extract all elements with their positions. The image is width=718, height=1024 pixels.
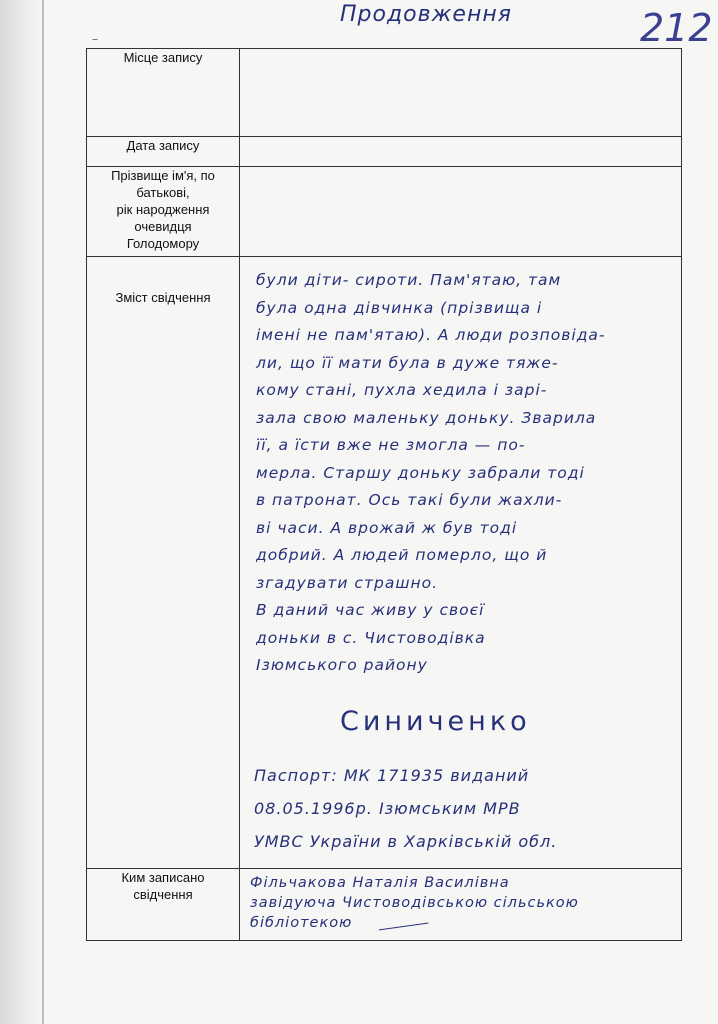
recorder-line: Фільчакова Наталія Василівна (250, 875, 510, 891)
testimony-line: В даний час живу у своєї (256, 601, 485, 619)
witness-label-line: очевидця (134, 219, 192, 234)
row-place (87, 49, 682, 137)
passport-line: УМВС України в Харківській обл. (254, 831, 558, 851)
testimony-line: кому стані, пухла хедила і зарі- (256, 381, 548, 399)
record-table (86, 48, 682, 941)
testimony-line: мерла. Старшу доньку забрали тоді (256, 463, 585, 482)
row-testimony (87, 257, 682, 869)
page-binding-shadow (0, 0, 44, 1024)
recorder-label-line: свідчення (133, 887, 193, 902)
recorder-line: завідуюча Чистоводівською сільською (250, 895, 579, 911)
passport-line: Паспорт: МК 171935 виданий (254, 765, 530, 785)
date-value (240, 137, 682, 167)
testimony-label: Зміст свідчення (87, 257, 240, 869)
recorder-line: бібліотекою (250, 915, 353, 931)
testimony-line: доньки в с. Чистоводівка (256, 628, 486, 647)
row-date (87, 137, 682, 167)
passport-details (240, 759, 681, 858)
testimony-value (240, 257, 682, 869)
page-number: 212 (640, 6, 713, 50)
testimony-line: добрий. А людей померло, що й (256, 546, 548, 564)
place-label: Місце запису (87, 49, 240, 137)
witness-label-line: рік народження (116, 202, 210, 217)
recorder-label-line: Ким записано (121, 870, 205, 885)
witness-surname: Синиченко (340, 705, 531, 737)
row-recorder (87, 869, 682, 941)
witness-label-line: батькові, (136, 185, 190, 200)
witness-label-line: Прізвище ім'я, по (111, 168, 215, 183)
testimony-line: згадувати страшно. (256, 573, 439, 592)
testimony-line: була одна дівчинка (прізвища і (256, 298, 543, 317)
tick-mark: – (92, 32, 98, 46)
witness-value (240, 167, 682, 257)
testimony-line: ли, що її мати була в дуже тяже- (256, 353, 559, 372)
passport-line: 08.05.1996р. Ізюмським МРВ (254, 798, 521, 818)
binding-edge (42, 0, 44, 1024)
recorder-label (87, 869, 240, 941)
date-label: Дата запису (87, 137, 240, 167)
row-witness (87, 167, 682, 257)
recorder-value (240, 869, 682, 941)
testimony-line: імені не пам'ятаю). А люди розповіда- (256, 326, 606, 344)
witness-label (87, 167, 240, 257)
testimony-line: ві часи. А врожай ж був тоді (256, 518, 518, 537)
signature-mark (378, 913, 429, 931)
testimony-line: зала свою маленьку доньку. Зварила (256, 408, 597, 427)
recorder-text (240, 869, 681, 933)
testimony-line: в патронат. Ось такі були жахли- (256, 491, 563, 509)
testimony-line: Ізюмського району (256, 656, 428, 674)
testimony-line: були діти- сироти. Пам'ятаю, там (256, 271, 562, 289)
testimony-line: її, а їсти вже не змогла — по- (256, 436, 526, 454)
testimony-text (240, 257, 681, 680)
place-value (240, 49, 682, 137)
recorder-line-last (250, 913, 677, 933)
witness-label-line: Голодомору (126, 236, 200, 251)
page-heading: Продовження (340, 2, 512, 27)
